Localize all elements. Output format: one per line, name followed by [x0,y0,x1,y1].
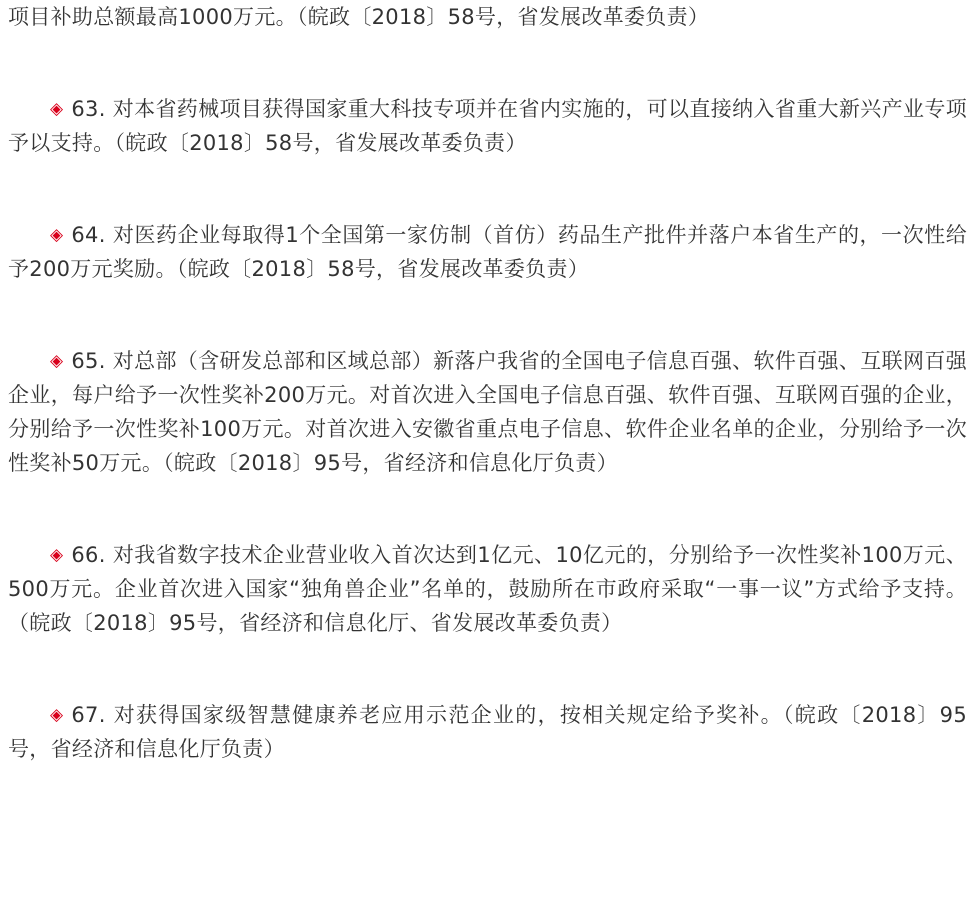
intro-fragment: 项目补助总额最高1000万元。（皖政〔2018〕58号，省发展改革委负责） [8,5,710,29]
paragraph-gap [8,286,967,344]
item-text: 对总部（含研发总部和区域总部）新落户我省的全国电子信息百强、软件百强、互联网百强企业，每户给予一次性奖补200万元。对首次进入全国电子信息百强、软件百强、互联网百强的企业，分别给予一次性奖补100万元。对首次进入安徽省重点电子信息、软件企业名单的企业，分别给予一次性奖补50万元。（皖政〔2018〕95号，省经济和信息化厅负责） [8,349,968,475]
red-diamond-bullet-icon: ◈ [50,99,64,119]
paragraph-gap [8,160,967,218]
item-text: 对医药企业每取得1个全国第一家仿制（首仿）药品生产批件并落户本省生产的，一次性给予200万元奖励。（皖政〔2018〕58号，省发展改革委负责） [8,223,967,281]
item-text: 对本省药械项目获得国家重大科技专项并在省内实施的，可以直接纳入省重大新兴产业专项予以支持。（皖政〔2018〕58号，省发展改革委负责） [8,97,968,155]
item-text: 对获得国家级智慧健康养老应用示范企业的，按相关规定给予奖补。（皖政〔2018〕95号，省经济和信息化厅负责） [8,703,967,761]
red-diamond-bullet-icon: ◈ [50,351,64,371]
paragraph-gap [8,34,967,92]
item-number: 67. [71,703,106,727]
policy-item-67 [8,698,967,766]
policy-item-65 [8,344,967,480]
policy-item-63 [8,92,967,160]
item-number: 65. [71,349,106,373]
item-number: 64. [71,223,106,247]
item-number: 63. [71,97,106,121]
paragraph-gap [8,480,967,538]
paragraph-gap [8,640,967,698]
item-number: 66. [71,543,106,567]
item-text: 对我省数字技术企业营业收入首次达到1亿元、10亿元的，分别给予一次性奖补100万元、500万元。企业首次进入国家“独角兽企业”名单的，鼓励所在市政府采取“一事一议”方式给予支持。（皖政〔2018〕95号，省经济和信息化厅、省发展改革委负责） [8,543,967,635]
policy-item-66 [8,538,967,640]
red-diamond-bullet-icon: ◈ [50,545,64,565]
red-diamond-bullet-icon: ◈ [50,225,64,245]
red-diamond-bullet-icon: ◈ [50,705,64,725]
policy-item-64 [8,218,967,286]
